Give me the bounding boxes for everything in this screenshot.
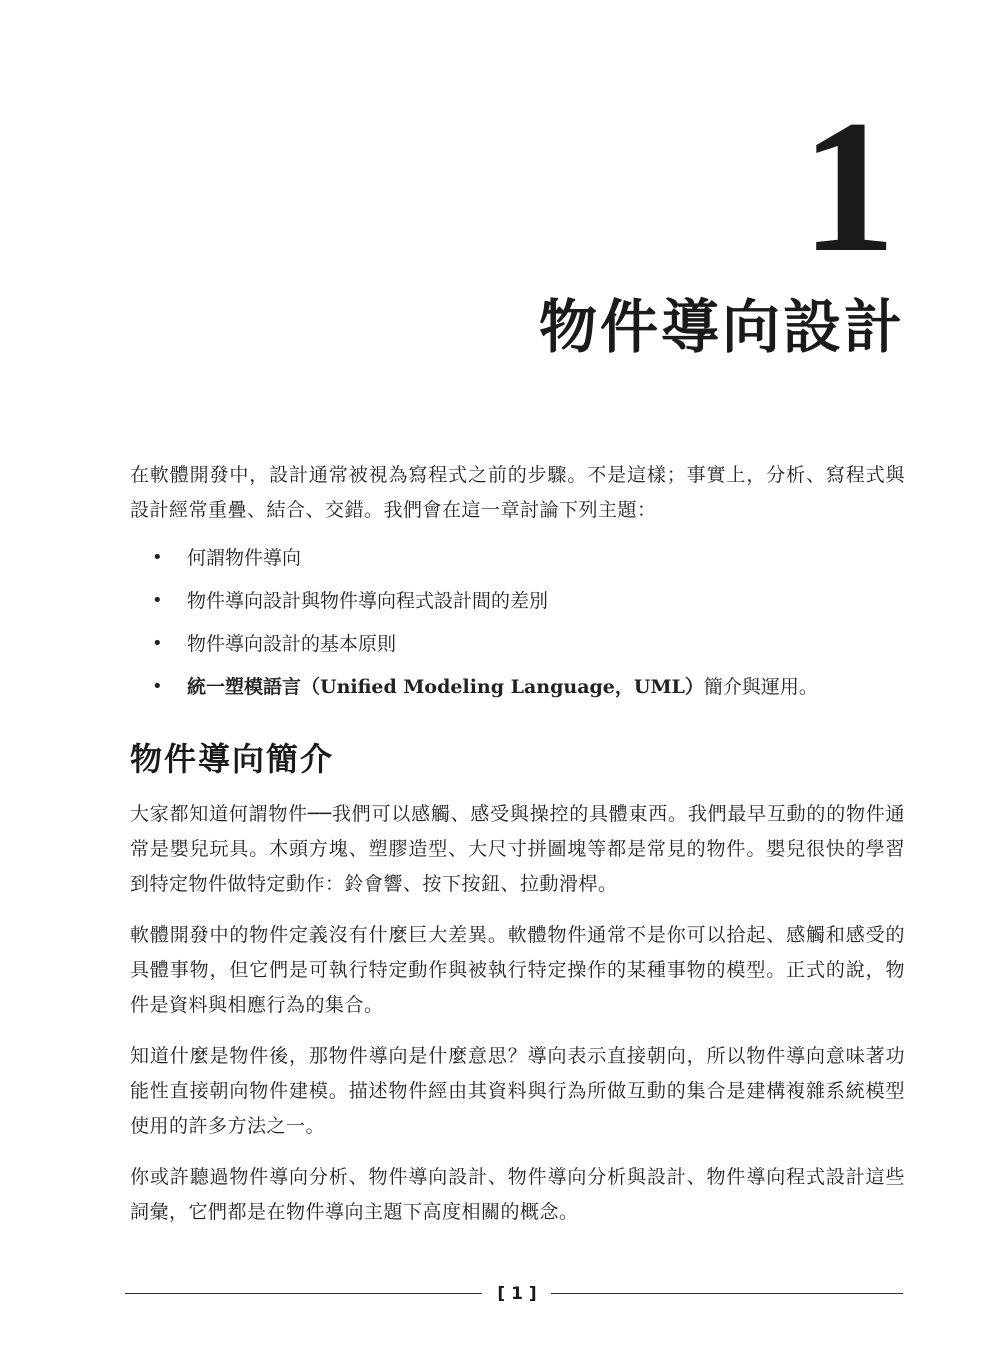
bullet-icon: •	[152, 590, 163, 611]
body-paragraph: 知道什麼是物件後，那物件導向是什麼意思？導向表示直接朝向，所以物件導向意味著功能性直接朝向物件建模。描述物件經由其資料與行為所做互動的集合是建構複雜系統模型使用的許多方法之一。	[130, 1045, 905, 1137]
footer-rule-right	[551, 1293, 903, 1294]
body-paragraph: 大家都知道何謂物件──我們可以感觸、感受與操控的具體東西。我們最早互動的的物件通常是嬰兒玩具。木頭方塊、塑膠造型、大尺寸拼圖塊等都是常見的物件。嬰兒很快的學習到特定物件做特定動作：鈴會響、按下按鈕、拉動滑桿。	[130, 803, 905, 895]
list-item	[130, 544, 905, 572]
bullet-icon: •	[152, 676, 163, 697]
topic-list	[130, 544, 905, 701]
list-item	[130, 630, 905, 658]
intro-paragraph: 在軟體開發中，設計通常被視為寫程式之前的步驟。不是這樣；事實上，分析、寫程式與設計經常重疊、結合、交錯。我們會在這一章討論下列主題：	[130, 464, 905, 521]
body-paragraph: 你或許聽過物件導向分析、物件導向設計、物件導向分析與設計、物件導向程式設計這些詞彙，它們都是在物件導向主題下高度相關的概念。	[130, 1166, 905, 1223]
section-heading: 物件導向簡介	[130, 740, 335, 778]
page-number: [ 1 ]	[497, 1284, 537, 1304]
list-item	[130, 587, 905, 615]
body-paragraph: 軟體開發中的物件定義沒有什麼巨大差異。軟體物件通常不是你可以拾起、感觸和感受的具體事物，但它們是可執行特定動作與被執行特定操作的某種事物的模型。正式的說，物件是資料與相應行為的集合。	[130, 924, 905, 1016]
main-content	[130, 458, 905, 1246]
list-item-text: 物件導向設計與物件導向程式設計間的差別	[187, 590, 549, 612]
page-footer	[125, 1281, 903, 1307]
bullet-icon: •	[152, 633, 163, 654]
list-item-text: 物件導向設計的基本原則	[187, 633, 397, 655]
list-item-bold-text: 統一塑模語言（Unified Modeling Language，UML）	[187, 676, 704, 698]
footer-rule-left	[125, 1293, 482, 1294]
list-item-text: 何謂物件導向	[187, 547, 302, 569]
list-item-text: 簡介與運用。	[703, 676, 818, 698]
bullet-icon: •	[152, 547, 163, 568]
chapter-title: 物件導向設計	[538, 293, 905, 361]
chapter-number: 1	[801, 82, 892, 292]
list-item	[130, 673, 905, 701]
